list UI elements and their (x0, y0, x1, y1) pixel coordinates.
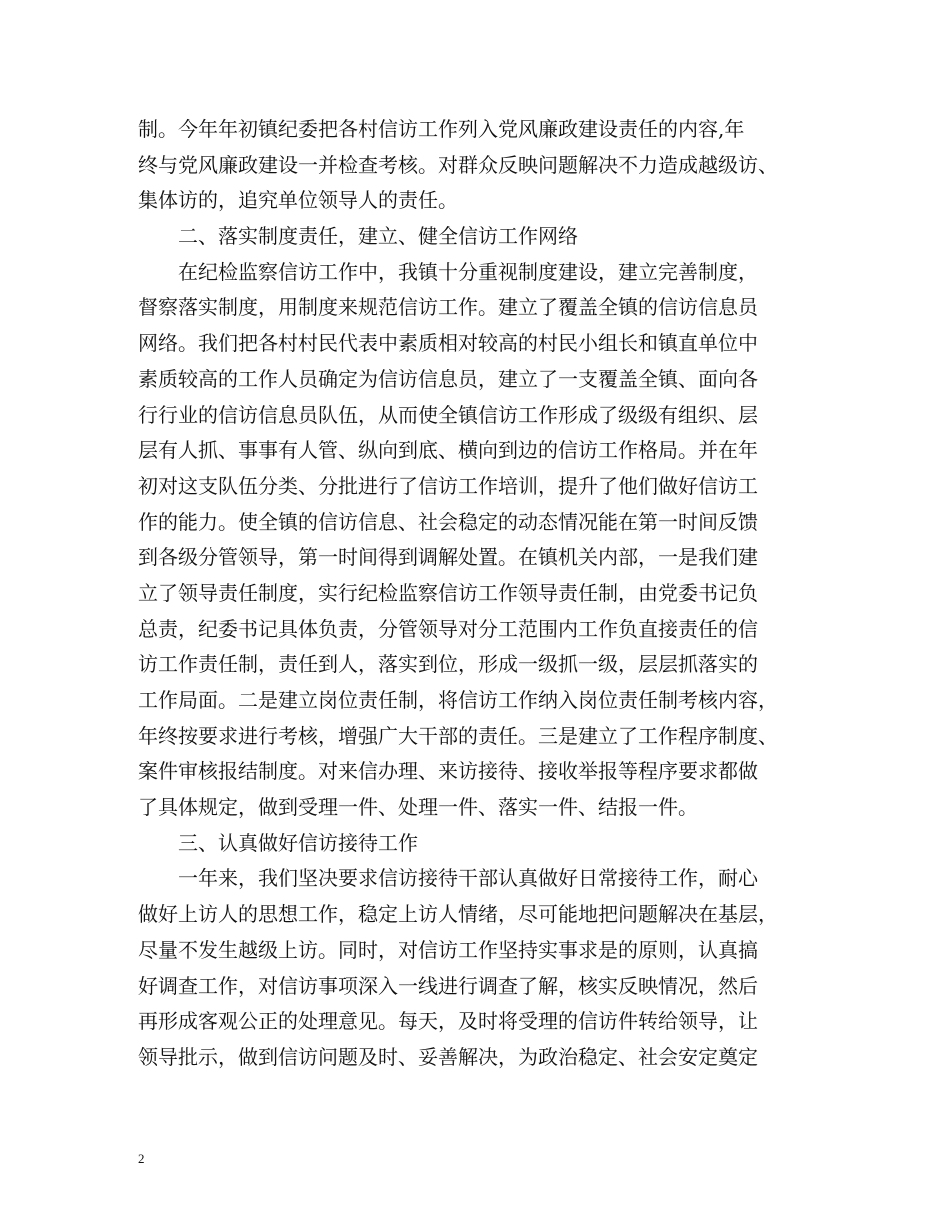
text-line: 集体访的，追究单位领导人的责任。 (138, 188, 458, 213)
text-line: 网络。我们把各村村民代表中素质相对较高的村民小组长和镇直单位中 (138, 331, 758, 356)
text-line: 督察落实制度，用制度来规范信访工作。建立了覆盖全镇的信访信息员 (138, 295, 758, 320)
text-line: 终与党风廉政建设一并检查考核。对群众反映问题解决不力造成越级访、 (138, 152, 778, 177)
text-line: 尽量不发生越级上访。同时，对信访工作坚持实事求是的原则，认真搞 (138, 937, 758, 962)
text-line: 到各级分管领导，第一时间得到调解处置。在镇机关内部，一是我们建 (138, 545, 758, 570)
text-line: 层有人抓、事事有人管、纵向到底、横向到边的信访工作格局。并在年 (138, 438, 758, 463)
text-line: 总责，纪委书记具体负责，分管领导对分工范围内工作负直接责任的信 (138, 616, 758, 641)
text-line: 一年来，我们坚决要求信访接待干部认真做好日常接待工作，耐心 (178, 866, 758, 891)
text-line: 了具体规定，做到受理一件、处理一件、落实一件、结报一件。 (138, 795, 698, 820)
text-line: 案件审核报结制度。对来信办理、来访接待、接收举报等程序要求都做 (138, 759, 758, 784)
text-line: 初对这支队伍分类、分批进行了信访工作培训，提升了他们做好信访工 (138, 473, 758, 498)
text-line: 制。今年年初镇纪委把各村信访工作列入党风廉政建设责任的内容,年 (138, 117, 745, 141)
text-line: 工作局面。二是建立岗位责任制，将信访工作纳入岗位责任制考核内容， (138, 688, 778, 712)
text-line: 行行业的信访信息员队伍，从而使全镇信访工作形成了级级有组织、层 (138, 402, 758, 427)
text-line: 做好上访人的思想工作，稳定上访人情绪，尽可能地把问题解决在基层， (138, 902, 778, 927)
text-line: 领导批示，做到信访问题及时、妥善解决，为政治稳定、社会安定奠定 (138, 1044, 758, 1069)
document-body (138, 112, 828, 1076)
text-line: 年终按要求进行考核，增强广大干部的责任。三是建立了工作程序制度、 (138, 723, 778, 748)
text-line: 二、落实制度责任，建立、健全信访工作网络 (178, 224, 578, 249)
text-line: 作的能力。使全镇的信访信息、社会稳定的动态情况能在第一时间反馈 (138, 509, 758, 534)
text-line: 再形成客观公正的处理意见。每天，及时将受理的信访件转给领导，让 (138, 1009, 758, 1034)
text-line: 好调查工作，对信访事项深入一线进行调查了解，核实反映情况，然后 (138, 973, 758, 998)
page-number: 2 (138, 1151, 145, 1166)
text-line: 立了领导责任制度，实行纪检监察信访工作领导责任制，由党委书记负 (138, 580, 758, 605)
text-line: 三、认真做好信访接待工作 (178, 830, 418, 855)
text-line: 素质较高的工作人员确定为信访信息员，建立了一支覆盖全镇、面向各 (138, 366, 758, 391)
text-line: 访工作责任制，责任到人，落实到位，形成一级抓一级，层层抓落实的 (138, 652, 758, 677)
text-line: 在纪检监察信访工作中，我镇十分重视制度建设，建立完善制度， (178, 259, 758, 284)
